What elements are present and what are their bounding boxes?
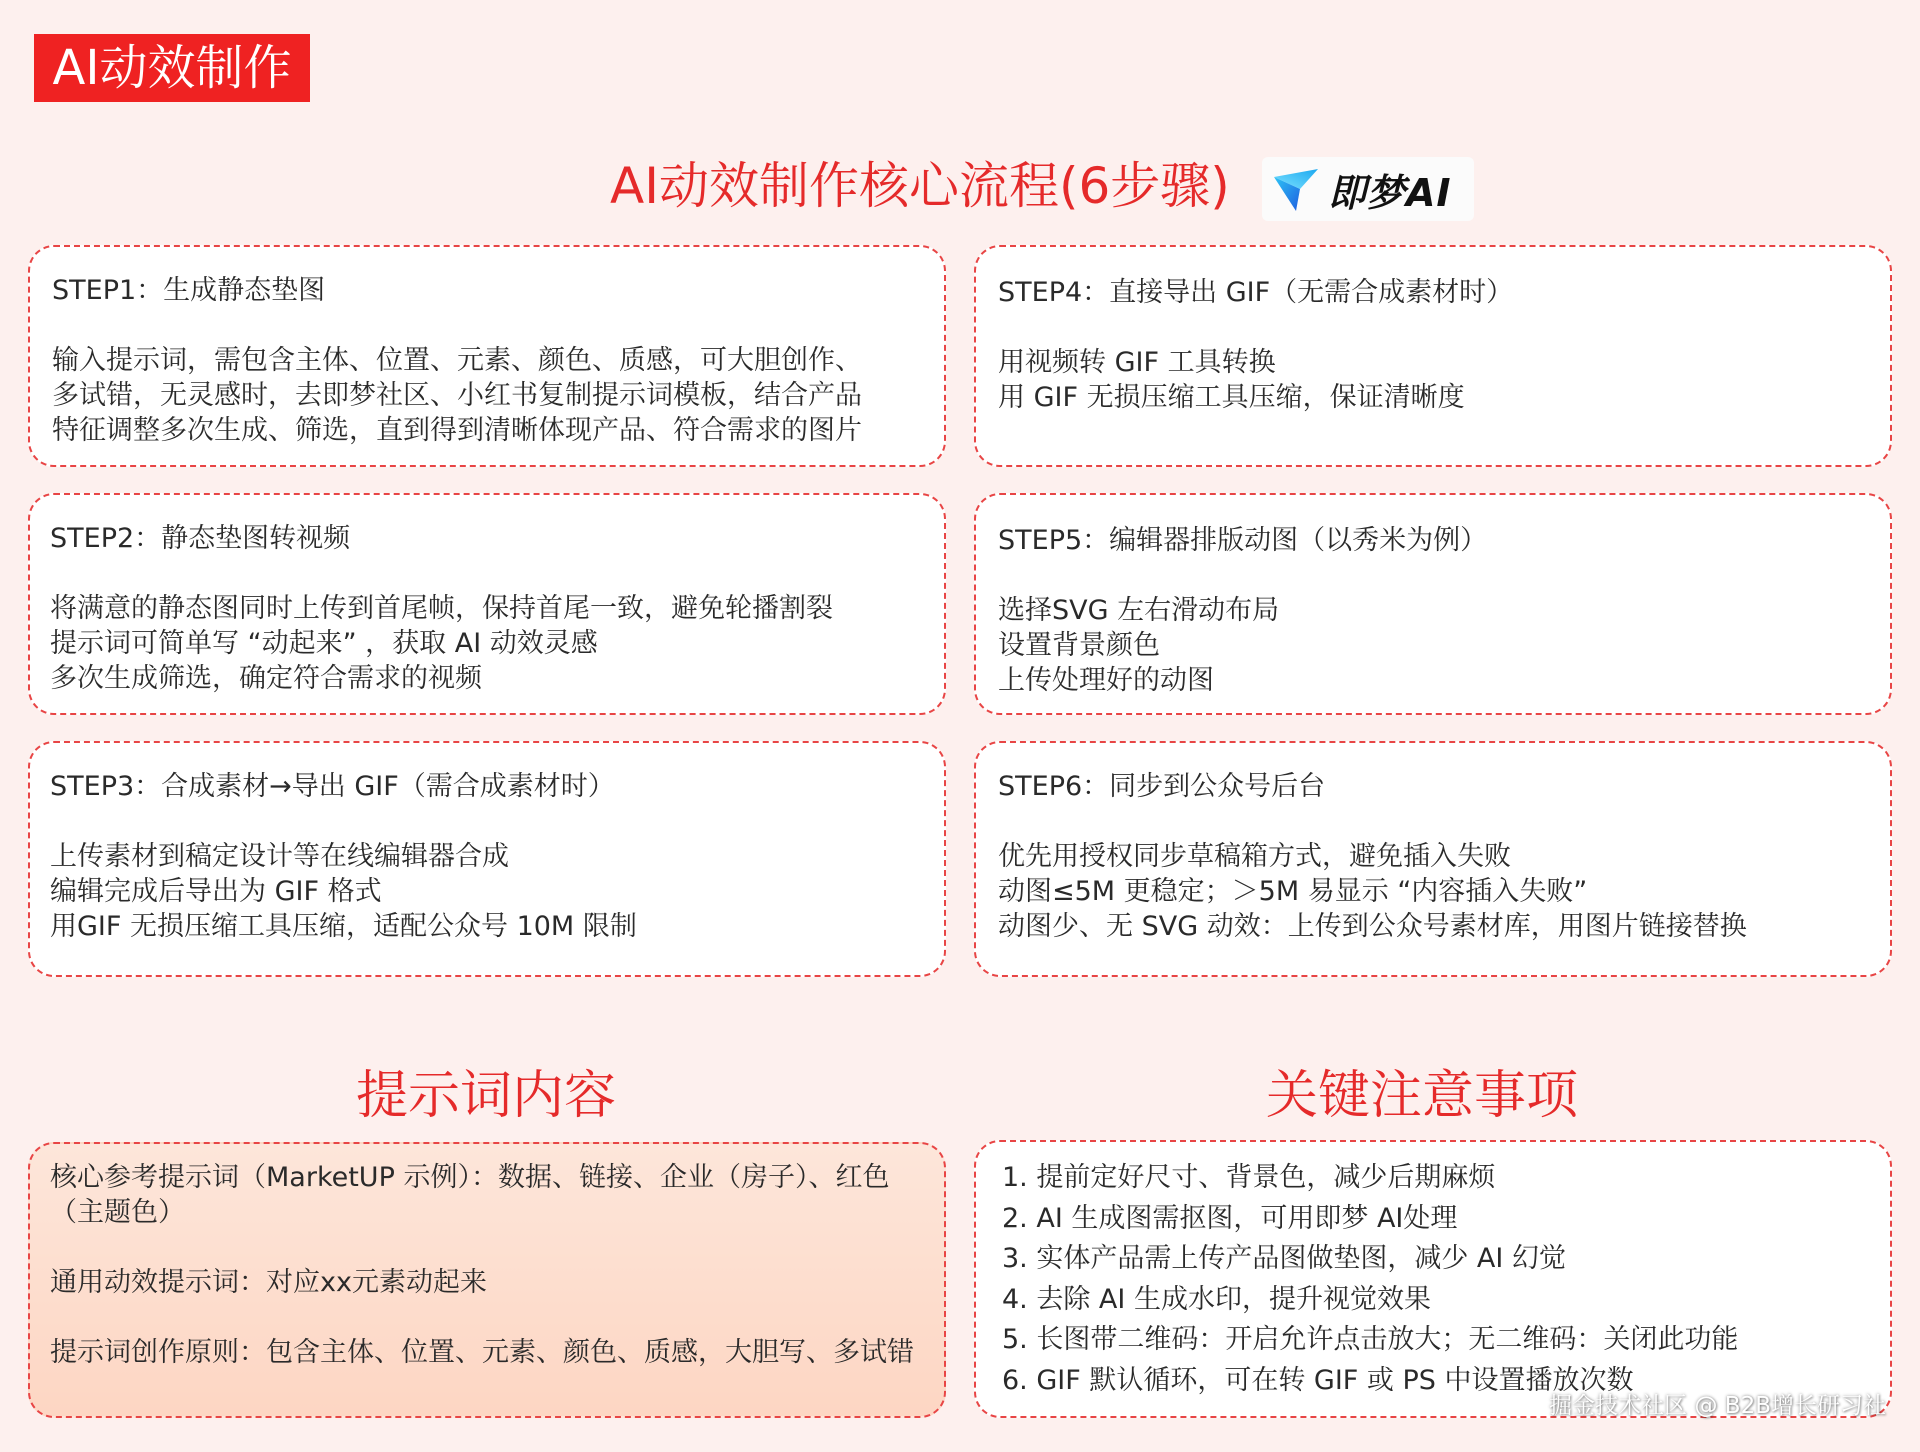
brand-name: 即梦AI <box>1328 170 1452 215</box>
prompt-card <box>28 1142 946 1418</box>
step-line: 用GIF 无损压缩工具压缩，适配公众号 10M 限制 <box>50 911 637 942</box>
watermark: 掘金技术社区 @ B2B增长研习社 <box>1549 1393 1886 1419</box>
step-card-3 <box>28 741 946 977</box>
corner-tag: AI动效制作 <box>34 34 310 102</box>
step-line: 输入提示词，需包含主体、位置、元素、颜色、质感，可大胆创作、 <box>52 345 862 376</box>
step-card-5 <box>974 493 1892 715</box>
step-title: STEP2：静态垫图转视频 <box>50 523 351 554</box>
step-line: 多次生成筛选，确定符合需求的视频 <box>50 663 482 694</box>
step-line: 优先用授权同步草稿箱方式，避免插入失败 <box>998 841 1511 872</box>
note-item: 3. 实体产品需上传产品图做垫图，减少 AI 幻觉 <box>1002 1243 1566 1274</box>
step-title: STEP3：合成素材→导出 GIF（需合成素材时） <box>50 771 615 802</box>
step-card-6 <box>974 741 1892 977</box>
step-card-2 <box>28 493 946 715</box>
step-line: 多试错，无灵感时，去即梦社区、小红书复制提示词模板，结合产品 <box>52 380 862 411</box>
step-line: 用 GIF 无损压缩工具压缩，保证清晰度 <box>998 382 1465 413</box>
step-card-4 <box>974 245 1892 467</box>
step-line: 特征调整多次生成、筛选，直到得到清晰体现产品、符合需求的图片 <box>52 415 862 446</box>
note-item: 4. 去除 AI 生成水印，提升视觉效果 <box>1002 1283 1431 1315</box>
step-line: 上传素材到稿定设计等在线编辑器合成 <box>50 841 509 872</box>
step-line: 设置背景颜色 <box>998 630 1160 661</box>
prompt-paragraph: 通用动效提示词：对应xx元素动起来 <box>50 1267 487 1298</box>
prompt-section-title: 提示词内容 <box>356 1066 617 1126</box>
main-title: AI动效制作核心流程(6步骤) <box>610 157 1230 215</box>
prompt-paragraph: 核心参考提示词（MarketUP 示例）：数据、链接、企业（房子）、红色（主题色） <box>50 1162 890 1228</box>
step-line: 动图≤5M 更稳定；＞5M 易显示 “内容插入失败” <box>998 876 1588 907</box>
step-title: STEP6：同步到公众号后台 <box>998 771 1326 802</box>
note-item: 1. 提前定好尺寸、背景色，减少后期麻烦 <box>1002 1162 1496 1193</box>
step-line: 编辑完成后导出为 GIF 格式 <box>50 876 382 907</box>
brand-logo <box>1262 157 1474 221</box>
note-item: 5. 长图带二维码：开启允许点击放大；无二维码：关闭此功能 <box>1002 1324 1739 1355</box>
step-title: STEP1：生成静态垫图 <box>52 275 326 306</box>
step-line: 将满意的静态图同时上传到首尾帧，保持首尾一致，避免轮播割裂 <box>50 593 833 624</box>
prompt-paragraph: 提示词创作原则：包含主体、位置、元素、颜色、质感，大胆写、多试错 <box>50 1337 914 1368</box>
note-item: 2. AI 生成图需抠图，可用即梦 AI处理 <box>1002 1202 1458 1234</box>
step-line: 提示词可简单写 “动起来” ，获取 AI 动效灵感 <box>50 628 598 659</box>
step-line: 上传处理好的动图 <box>998 665 1214 696</box>
notes-card <box>974 1140 1892 1418</box>
note-item: 6. GIF 默认循环，可在转 GIF 或 PS 中设置播放次数 <box>1002 1364 1634 1396</box>
jimeng-logo-icon <box>1270 163 1322 215</box>
step-line: 用视频转 GIF 工具转换 <box>998 347 1276 378</box>
step-line: 动图少、无 SVG 动效：上传到公众号素材库，用图片链接替换 <box>998 911 1747 942</box>
step-title: STEP5：编辑器排版动图（以秀米为例） <box>998 525 1488 556</box>
step-card-1 <box>28 245 946 467</box>
step-title: STEP4：直接导出 GIF（无需合成素材时） <box>998 277 1514 308</box>
step-line: 选择SVG 左右滑动布局 <box>998 595 1280 626</box>
notes-section-title: 关键注意事项 <box>1266 1066 1579 1126</box>
